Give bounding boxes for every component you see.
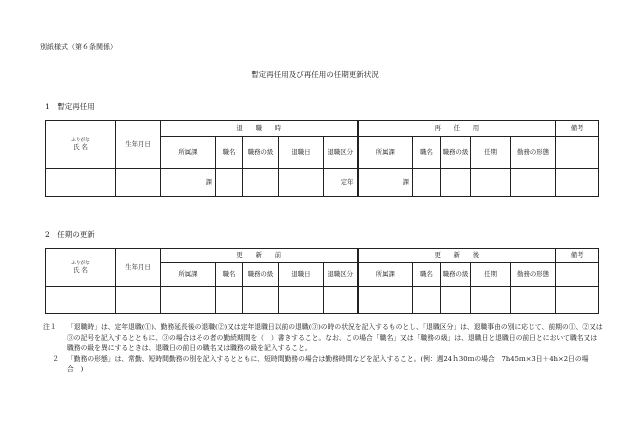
remarks-sub xyxy=(556,263,599,287)
retire-class-header: 退職区分 xyxy=(324,263,358,287)
dept-cell[interactable]: 課 xyxy=(161,169,216,197)
remarks-header: 備考 xyxy=(556,249,599,263)
document-title: 暫定再任用及び再任用の任期更新状況 xyxy=(251,70,379,79)
grade-header: 職務の級 xyxy=(243,137,279,169)
form-label: 別紙様式（第６条関係） xyxy=(40,43,117,51)
term-header: 任期 xyxy=(471,137,511,169)
dept-header: 所属課 xyxy=(161,137,216,169)
grade2-header: 職務の級 xyxy=(441,263,471,287)
grade-header: 職務の級 xyxy=(243,263,279,287)
position-header: 職名 xyxy=(216,137,243,169)
notes xyxy=(43,322,603,375)
birthdate-header: 生年月日 xyxy=(116,249,161,287)
retire-date-cell[interactable] xyxy=(279,169,324,197)
work-form-cell[interactable] xyxy=(511,287,556,314)
position2-cell[interactable] xyxy=(413,287,441,314)
retire-class-cell[interactable] xyxy=(324,287,358,314)
note-2 xyxy=(43,354,603,375)
position2-cell[interactable] xyxy=(413,169,441,197)
grade-cell[interactable] xyxy=(243,169,279,197)
remarks-cell[interactable] xyxy=(556,287,599,314)
remarks-sub xyxy=(556,137,599,169)
note-2-text: 「勤務の形態」は、常勤、短時間勤務の別を記入するとともに、短時間勤務の場合は勤務時間などを記入すること。(例：週24ｈ30ｍの場合 7h45ｍ×3日＋4h×2日の場合 ) xyxy=(67,354,589,374)
birthdate-cell[interactable] xyxy=(116,287,161,314)
retire-date-cell[interactable] xyxy=(279,287,324,314)
dept-cell[interactable] xyxy=(161,287,216,314)
dept2-cell[interactable] xyxy=(358,287,413,314)
reappointment-group-header: 再 任 用 xyxy=(358,121,556,137)
section2-heading: 2 任期の更新 xyxy=(45,230,95,239)
name-header: ふりがな 氏 名 xyxy=(46,249,116,287)
retire-class-cell[interactable]: 定年 xyxy=(324,169,358,197)
dept2-cell[interactable]: 課 xyxy=(358,169,413,197)
work-form-cell[interactable] xyxy=(511,169,556,197)
retire-class-header: 退職区分 xyxy=(324,137,358,169)
position2-header: 職名 xyxy=(413,263,441,287)
note-1-text: 「退職時」は、定年退職(①)、勤務延長後の退職(②)又は定年退職日以前の退職(③)の時の状況を記入するものとし、「退職区分」は、退職事由の別に応じて、前期の①、②又は③の記号を記入するとともに、③の場合はその者の勤続期間を（ ）書きすること。なお、この場合「職名」又は「職務の級」は、退職日と退職日の前日とにおいて職名又は職務の級を異にするときは、退職日の前日の職名又は職務の級を記入すること。 xyxy=(67,323,603,353)
remarks-cell[interactable] xyxy=(556,169,599,197)
retire-date-header: 退職日 xyxy=(279,263,324,287)
work-form-header: 勤務の形態 xyxy=(511,263,556,287)
dept2-header: 所属課 xyxy=(358,263,413,287)
dept2-header: 所属課 xyxy=(358,137,413,169)
term-cell[interactable] xyxy=(471,287,511,314)
grade2-cell[interactable] xyxy=(441,287,471,314)
section1-table xyxy=(45,120,599,197)
note-1-label: 注１ xyxy=(43,323,57,331)
grade-cell[interactable] xyxy=(243,287,279,314)
table-row xyxy=(46,287,599,314)
grade2-header: 職務の級 xyxy=(441,137,471,169)
position2-header: 職名 xyxy=(413,137,441,169)
position-cell[interactable] xyxy=(216,169,243,197)
section2-table xyxy=(45,248,599,314)
name-header: ふりがな 氏 名 xyxy=(46,121,116,169)
name-cell[interactable] xyxy=(46,287,116,314)
term-cell[interactable] xyxy=(471,169,511,197)
section1-heading: 1 暫定再任用 xyxy=(45,102,95,111)
table-row xyxy=(46,169,599,197)
dept-header: 所属課 xyxy=(161,263,216,287)
remarks-header: 備考 xyxy=(556,121,599,137)
position-cell[interactable] xyxy=(216,287,243,314)
note-1 xyxy=(43,322,603,354)
term-header: 任期 xyxy=(471,263,511,287)
retire-date-header: 退職日 xyxy=(279,137,324,169)
name-cell[interactable] xyxy=(46,169,116,197)
after-group-header: 更 新 後 xyxy=(358,249,556,263)
birthdate-cell[interactable] xyxy=(116,169,161,197)
work-form-header: 勤務の形態 xyxy=(511,137,556,169)
position-header: 職名 xyxy=(216,263,243,287)
grade2-cell[interactable] xyxy=(441,169,471,197)
before-group-header: 更 新 前 xyxy=(161,249,358,263)
retirement-group-header: 退 職 時 xyxy=(161,121,358,137)
note-2-label: ２ xyxy=(52,354,59,363)
birthdate-header: 生年月日 xyxy=(116,121,161,169)
